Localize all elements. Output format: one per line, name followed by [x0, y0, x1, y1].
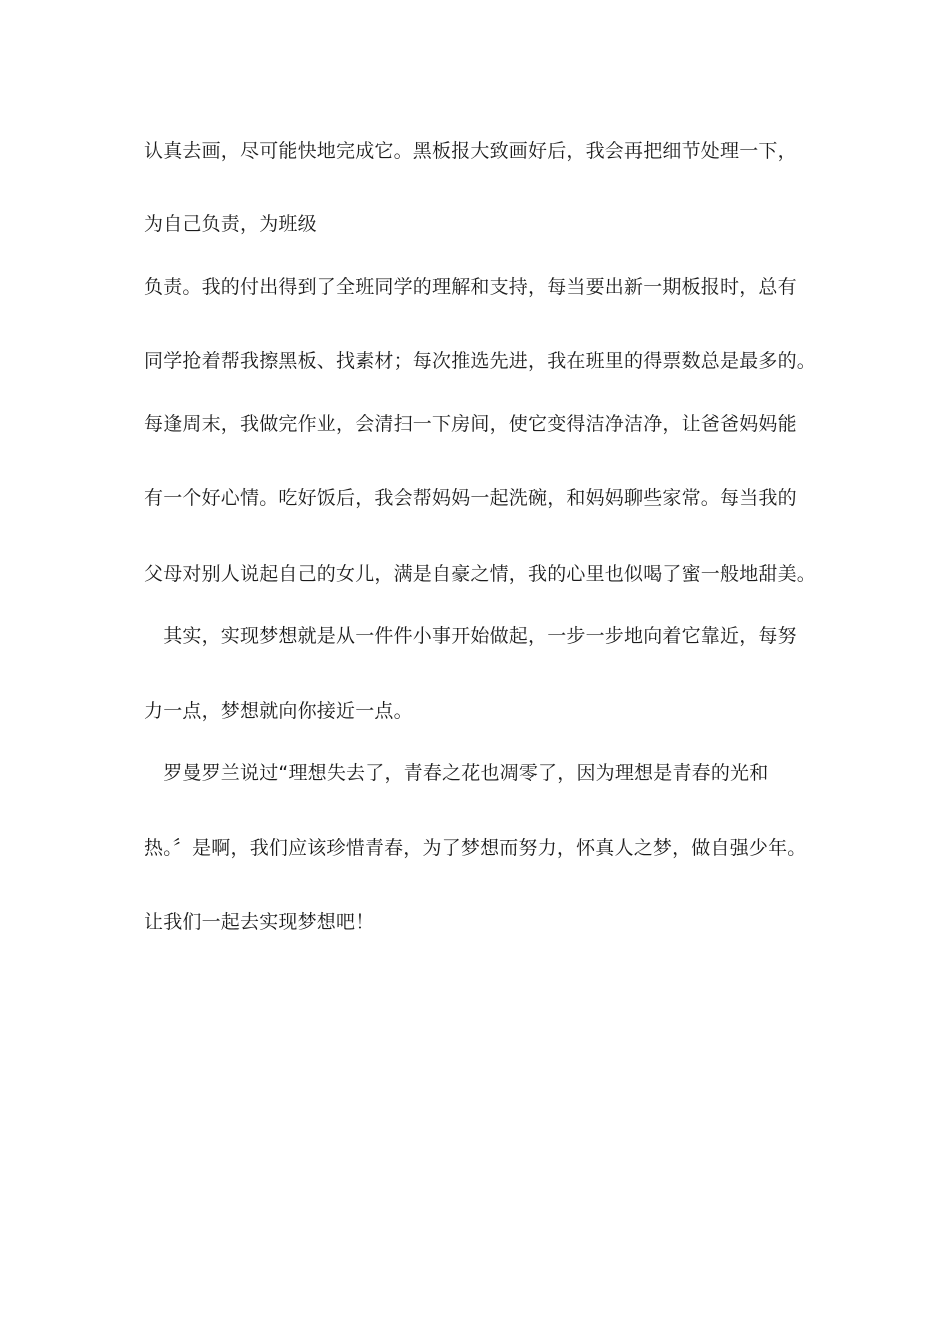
text-line-8: 其实，实现梦想就是从一件件小事开始做起，一步一步地向着它靠近，每努 — [144, 625, 797, 647]
text-line-9: 力一点，梦想就向你接近一点。 — [144, 700, 413, 722]
text-line-7: 父母对别人说起自己的女儿，满是自豪之情，我的心里也似喝了蜜一般地甜美。 — [144, 563, 817, 585]
text-line-1: 认真去画，尽可能快地完成它。黑板报大致画好后，我会再把细节处理一下， — [144, 140, 797, 162]
text-line-12: 让我们一起去实现梦想吧！ — [144, 911, 375, 933]
text-line-2: 为自己负责，为班级 — [144, 213, 317, 235]
text-line-11: 热。〞是啊，我们应该珍惜青春，为了梦想而努力，怀真人之梦，做自强少年。 — [144, 837, 807, 859]
text-line-6: 有一个好心情。吃好饭后，我会帮妈妈一起洗碗，和妈妈聊些家常。每当我的 — [144, 487, 797, 509]
text-line-4: 同学抢着帮我擦黑板、找素材；每次推选先进，我在班里的得票数总是最多的。 — [144, 350, 817, 372]
text-line-3: 负责。我的付出得到了全班同学的理解和支持，每当要出新一期板报时，总有 — [144, 276, 797, 298]
text-line-10: 罗曼罗兰说过“理想失去了，青春之花也凋零了，因为理想是青春的光和 — [144, 762, 769, 784]
text-line-5: 每逢周末，我做完作业，会清扫一下房间，使它变得洁净洁净，让爸爸妈妈能 — [144, 413, 797, 435]
